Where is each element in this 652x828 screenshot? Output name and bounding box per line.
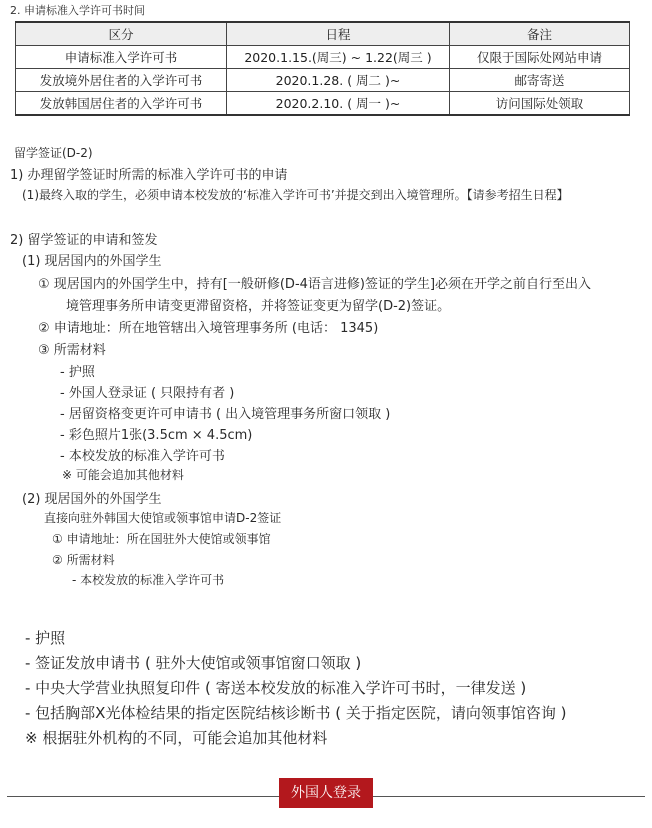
table-row — [16, 46, 630, 69]
visa-section-1-text: (1)最终入取的学生，必须申请本校发放的‘标准入学许可书’并提交到出入境管理所。【请参考招生日程】 — [22, 188, 569, 202]
material-item: - 护照 — [60, 365, 95, 380]
table-header-cell: 备注 — [450, 22, 630, 46]
overseas-students-title: (2) 现居国外的外国学生 — [22, 492, 162, 507]
visa-section-2-title: 2) 留学签证的申请和签发 — [10, 233, 158, 248]
domestic-note: ※ 可能会追加其他材料 — [62, 468, 184, 482]
domestic-item-1-line-2: 境管理事务所申请变更滞留资格，并将签证变更为留学(D-2)签证。 — [66, 299, 451, 314]
visa-title: 留学签证(D-2) — [14, 146, 93, 160]
table-cell: 邮寄寄送 — [450, 69, 630, 92]
extra-material-item: - 签证发放申请书 ( 驻外大使馆或领事馆窗口领取 ) — [25, 654, 362, 672]
schedule-table — [15, 21, 630, 116]
foreigner-registration-banner: 外国人登录 — [279, 778, 373, 808]
extra-material-item: - 包括胸部X光体检结果的指定医院结核诊断书 ( 关于指定医院，请向领事馆咨询 ) — [25, 704, 567, 722]
domestic-item-2: ② 申请地址：所在地管辖出入境管理事务所 (电话： 1345) — [38, 321, 379, 336]
table-cell: 仅限于国际处网站申请 — [450, 46, 630, 69]
domestic-item-3: ③ 所需材料 — [38, 343, 106, 358]
overseas-intro: 直接向驻外韩国大使馆或领事馆申请D-2签证 — [44, 511, 282, 525]
table-cell: 访问国际处领取 — [450, 92, 630, 116]
table-header-cell: 区分 — [16, 22, 227, 46]
table-row — [16, 69, 630, 92]
table-cell: 2020.1.28. ( 周二 )~ — [227, 69, 450, 92]
table-cell: 申请标准入学许可书 — [16, 46, 227, 69]
extra-material-item: - 中央大学营业执照复印件 ( 寄送本校发放的标准入学许可书时，一律发送 ) — [25, 679, 527, 697]
table-cell: 发放境外居住者的入学许可书 — [16, 69, 227, 92]
overseas-item-1: ① 申请地址：所在国驻外大使馆或领事馆 — [52, 532, 271, 546]
section-title: 2. 申请标准入学许可书时间 — [10, 4, 145, 17]
table-cell: 发放韩国居住者的入学许可书 — [16, 92, 227, 116]
table-header-cell: 日程 — [227, 22, 450, 46]
domestic-item-1-line-1: ① 现居国内的外国学生中，持有[一般研修(D-4语言进修)签证的学生]必须在开学之前自行至出入 — [38, 277, 592, 292]
overseas-item-2: ② 所需材料 — [52, 553, 115, 567]
extra-note: ※ 根据驻外机构的不同，可能会追加其他材料 — [25, 729, 328, 747]
material-item: - 本校发放的标准入学许可书 — [60, 449, 225, 464]
table-cell: 2020.1.15.(周三) ~ 1.22(周三 ) — [227, 46, 450, 69]
overseas-material: - 本校发放的标准入学许可书 — [72, 573, 225, 587]
visa-section-1-title: 1) 办理留学签证时所需的标准入学许可书的申请 — [10, 168, 288, 183]
table-row — [16, 92, 630, 116]
table-header-row — [16, 22, 630, 46]
table-cell: 2020.2.10. ( 周一 )~ — [227, 92, 450, 116]
domestic-students-title: (1) 现居国内的外国学生 — [22, 254, 162, 269]
extra-material-item: - 护照 — [25, 629, 66, 647]
material-item: - 彩色照片1张(3.5cm × 4.5cm) — [60, 428, 253, 443]
material-item: - 居留资格变更许可申请书 ( 出入境管理事务所窗口领取 ) — [60, 407, 391, 422]
material-item: - 外国人登录证 ( 只限持有者 ) — [60, 386, 235, 401]
